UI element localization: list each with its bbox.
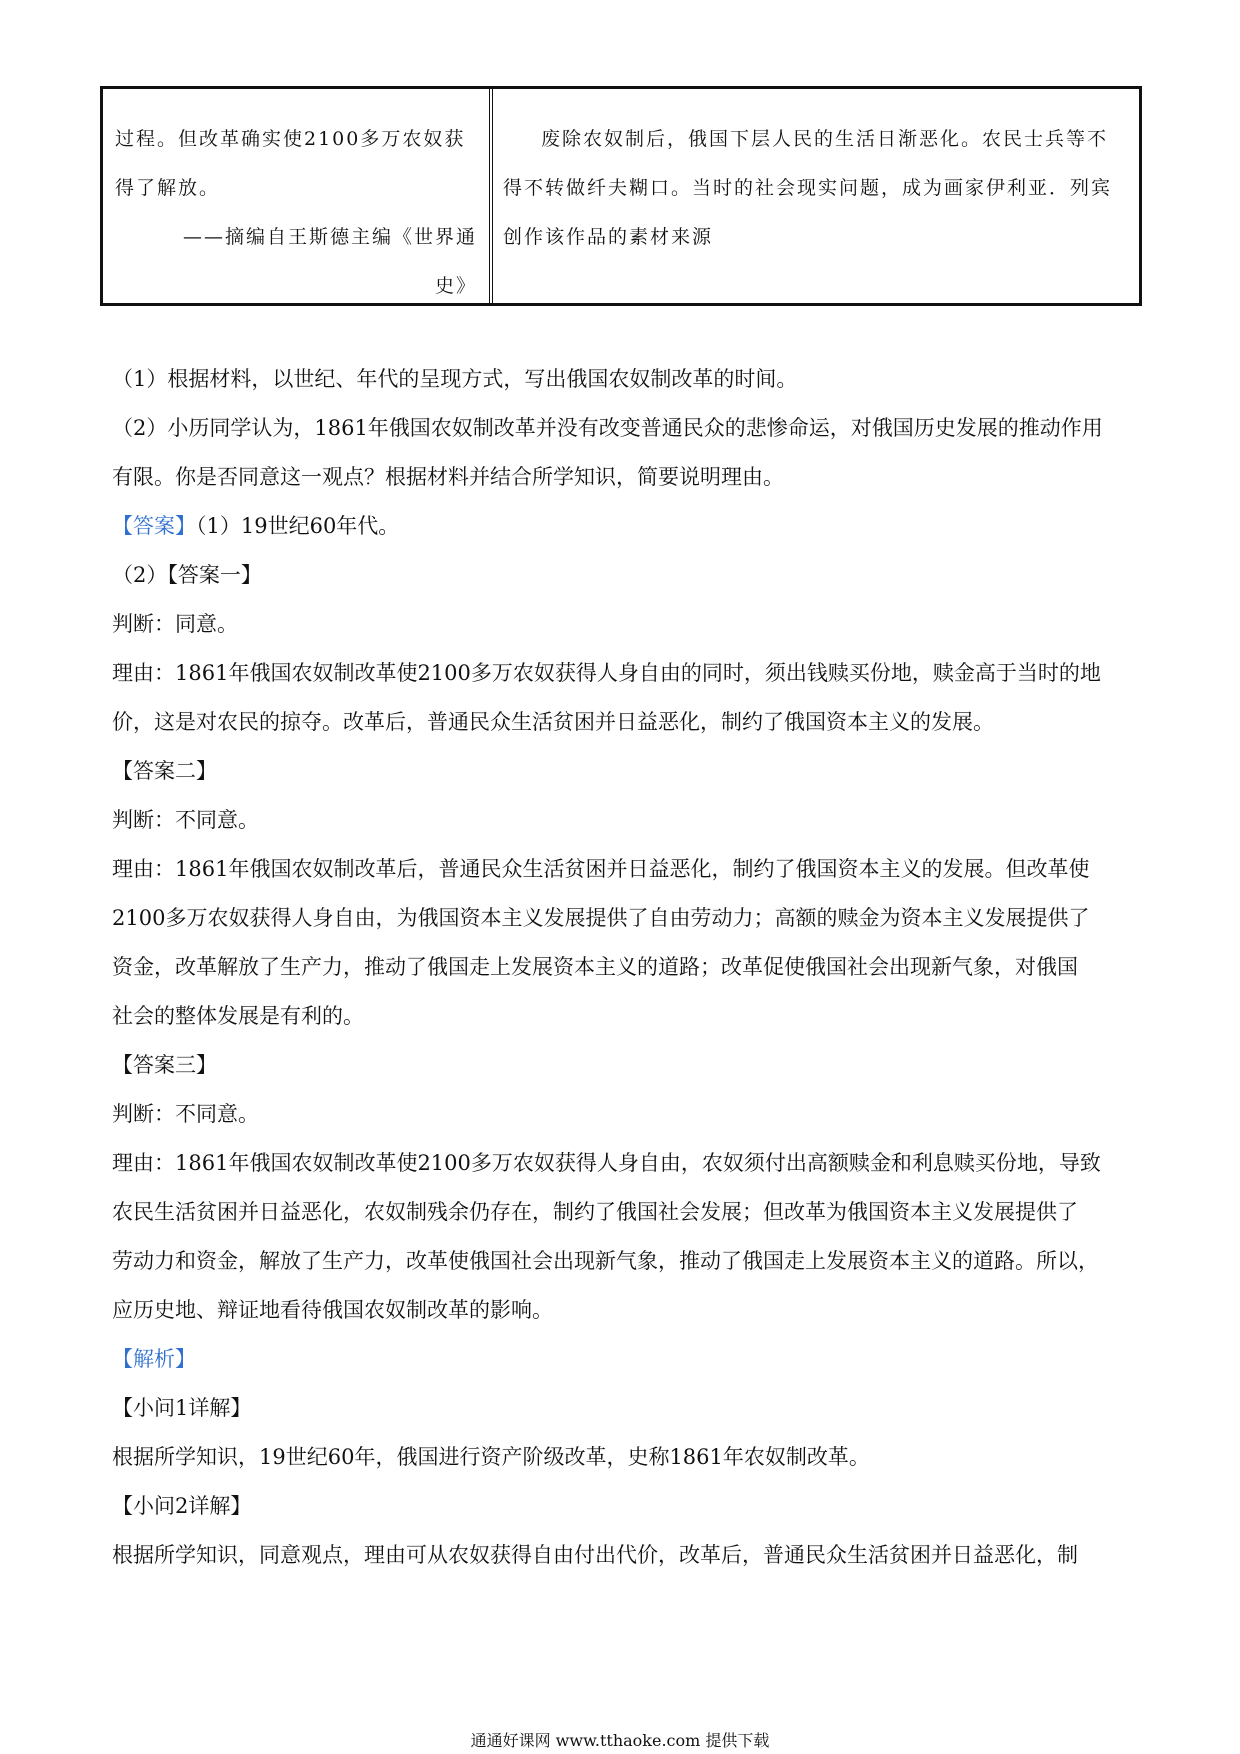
answer-q1: （1）19世纪60年代。: [196, 514, 400, 538]
answer-line: [112, 502, 1132, 551]
analysis-sub2-text: 根据所学知识，同意观点，理由可从农奴获得自由付出代价，改革后，普通民众生活贫困并日益恶化，制: [112, 1543, 1078, 1567]
source-material-table: [100, 86, 1142, 306]
answer-label: 【答案】: [112, 514, 196, 538]
answer-one-judgment: 判断：同意。: [112, 612, 238, 636]
answer-two-label: 【答案二】: [112, 759, 217, 783]
answer-three-label: 【答案三】: [112, 1053, 217, 1077]
question-2-continued: 有限。你是否同意这一观点？根据材料并结合所学知识，简要说明理由。: [112, 465, 784, 489]
question-answer-body: [112, 355, 1132, 1580]
answer-two-reason: 2100多万农奴获得人身自由，为俄国资本主义发展提供了自由劳动力；高额的赎金为资本主义发展提供了: [112, 906, 1090, 930]
page-footer: 通通好课网 www.tthaoke.com 提供下载: [470, 1731, 770, 1750]
answer-three-reason: 农民生活贫困并日益恶化，农奴制残余仍存在，制约了俄国社会发展；但改革为俄国资本主义发展提供了: [112, 1200, 1078, 1224]
answer-two-reason: 社会的整体发展是有利的。: [112, 1004, 364, 1028]
material-source-citation: 史》: [434, 275, 477, 297]
analysis-sub1-text: 根据所学知识，19世纪60年，俄国进行资产阶级改革，史称1861年农奴制改革。: [112, 1445, 870, 1469]
answer-three-reason: 应历史地、辩证地看待俄国农奴制改革的影响。: [112, 1298, 553, 1322]
material-right-line: 废除农奴制后，俄国下层人民的生活日渐恶化。农民士兵等不: [541, 128, 1109, 150]
material-right-line: 创作该作品的素材来源: [503, 226, 714, 248]
material-left-cell: [103, 89, 493, 303]
analysis-label: 【解析】: [112, 1347, 196, 1371]
material-left-line: 过程。但改革确实使2100多万农奴获: [115, 128, 466, 150]
answer-one-reason: 理由：1861年俄国农奴制改革使2100多万农奴获得人身自由的同时，须出钱赎买份地，赎金高于当时的地: [112, 661, 1101, 685]
question-1: （1）根据材料，以世纪、年代的呈现方式，写出俄国农奴制改革的时间。: [112, 367, 798, 391]
answer-two-reason: 资金，改革解放了生产力，推动了俄国走上发展资本主义的道路；改革促使俄国社会出现新气象，对俄国: [112, 955, 1078, 979]
analysis-sub1-label: 【小问1详解】: [112, 1396, 252, 1420]
answer-three-judgment: 判断：不同意。: [112, 1102, 259, 1126]
answer-two-judgment: 判断：不同意。: [112, 808, 259, 832]
answer-one-reason: 价，这是对农民的掠夺。改革后，普通民众生活贫困并日益恶化，制约了俄国资本主义的发展。: [112, 710, 994, 734]
material-right-line: 得不转做纤夫糊口。当时的社会现实问题，成为画家伊利亚．列宾: [503, 177, 1113, 199]
material-left-line: 得了解放。: [115, 177, 221, 199]
material-right-cell: [493, 89, 1139, 303]
answer-two-reason: 理由：1861年俄国农奴制改革后，普通民众生活贫困并日益恶化，制约了俄国资本主义的发展。但改革使: [112, 857, 1090, 881]
material-source-citation: ——摘编自王斯德主编《世界通: [182, 226, 477, 248]
answer-three-reason: 理由：1861年俄国农奴制改革使2100多万农奴获得人身自由，农奴须付出高额赎金和利息赎买份地，导致: [112, 1151, 1101, 1175]
analysis-sub2-label: 【小问2详解】: [112, 1494, 252, 1518]
answer-one-label: （2）【答案一】: [112, 563, 262, 587]
answer-three-reason: 劳动力和资金，解放了生产力，改革使俄国社会出现新气象，推动了俄国走上发展资本主义的道路。所以，: [112, 1249, 1099, 1273]
question-2: （2）小历同学认为，1861年俄国农奴制改革并没有改变普通民众的悲惨命运，对俄国历史发展的推动作用: [112, 416, 1103, 440]
